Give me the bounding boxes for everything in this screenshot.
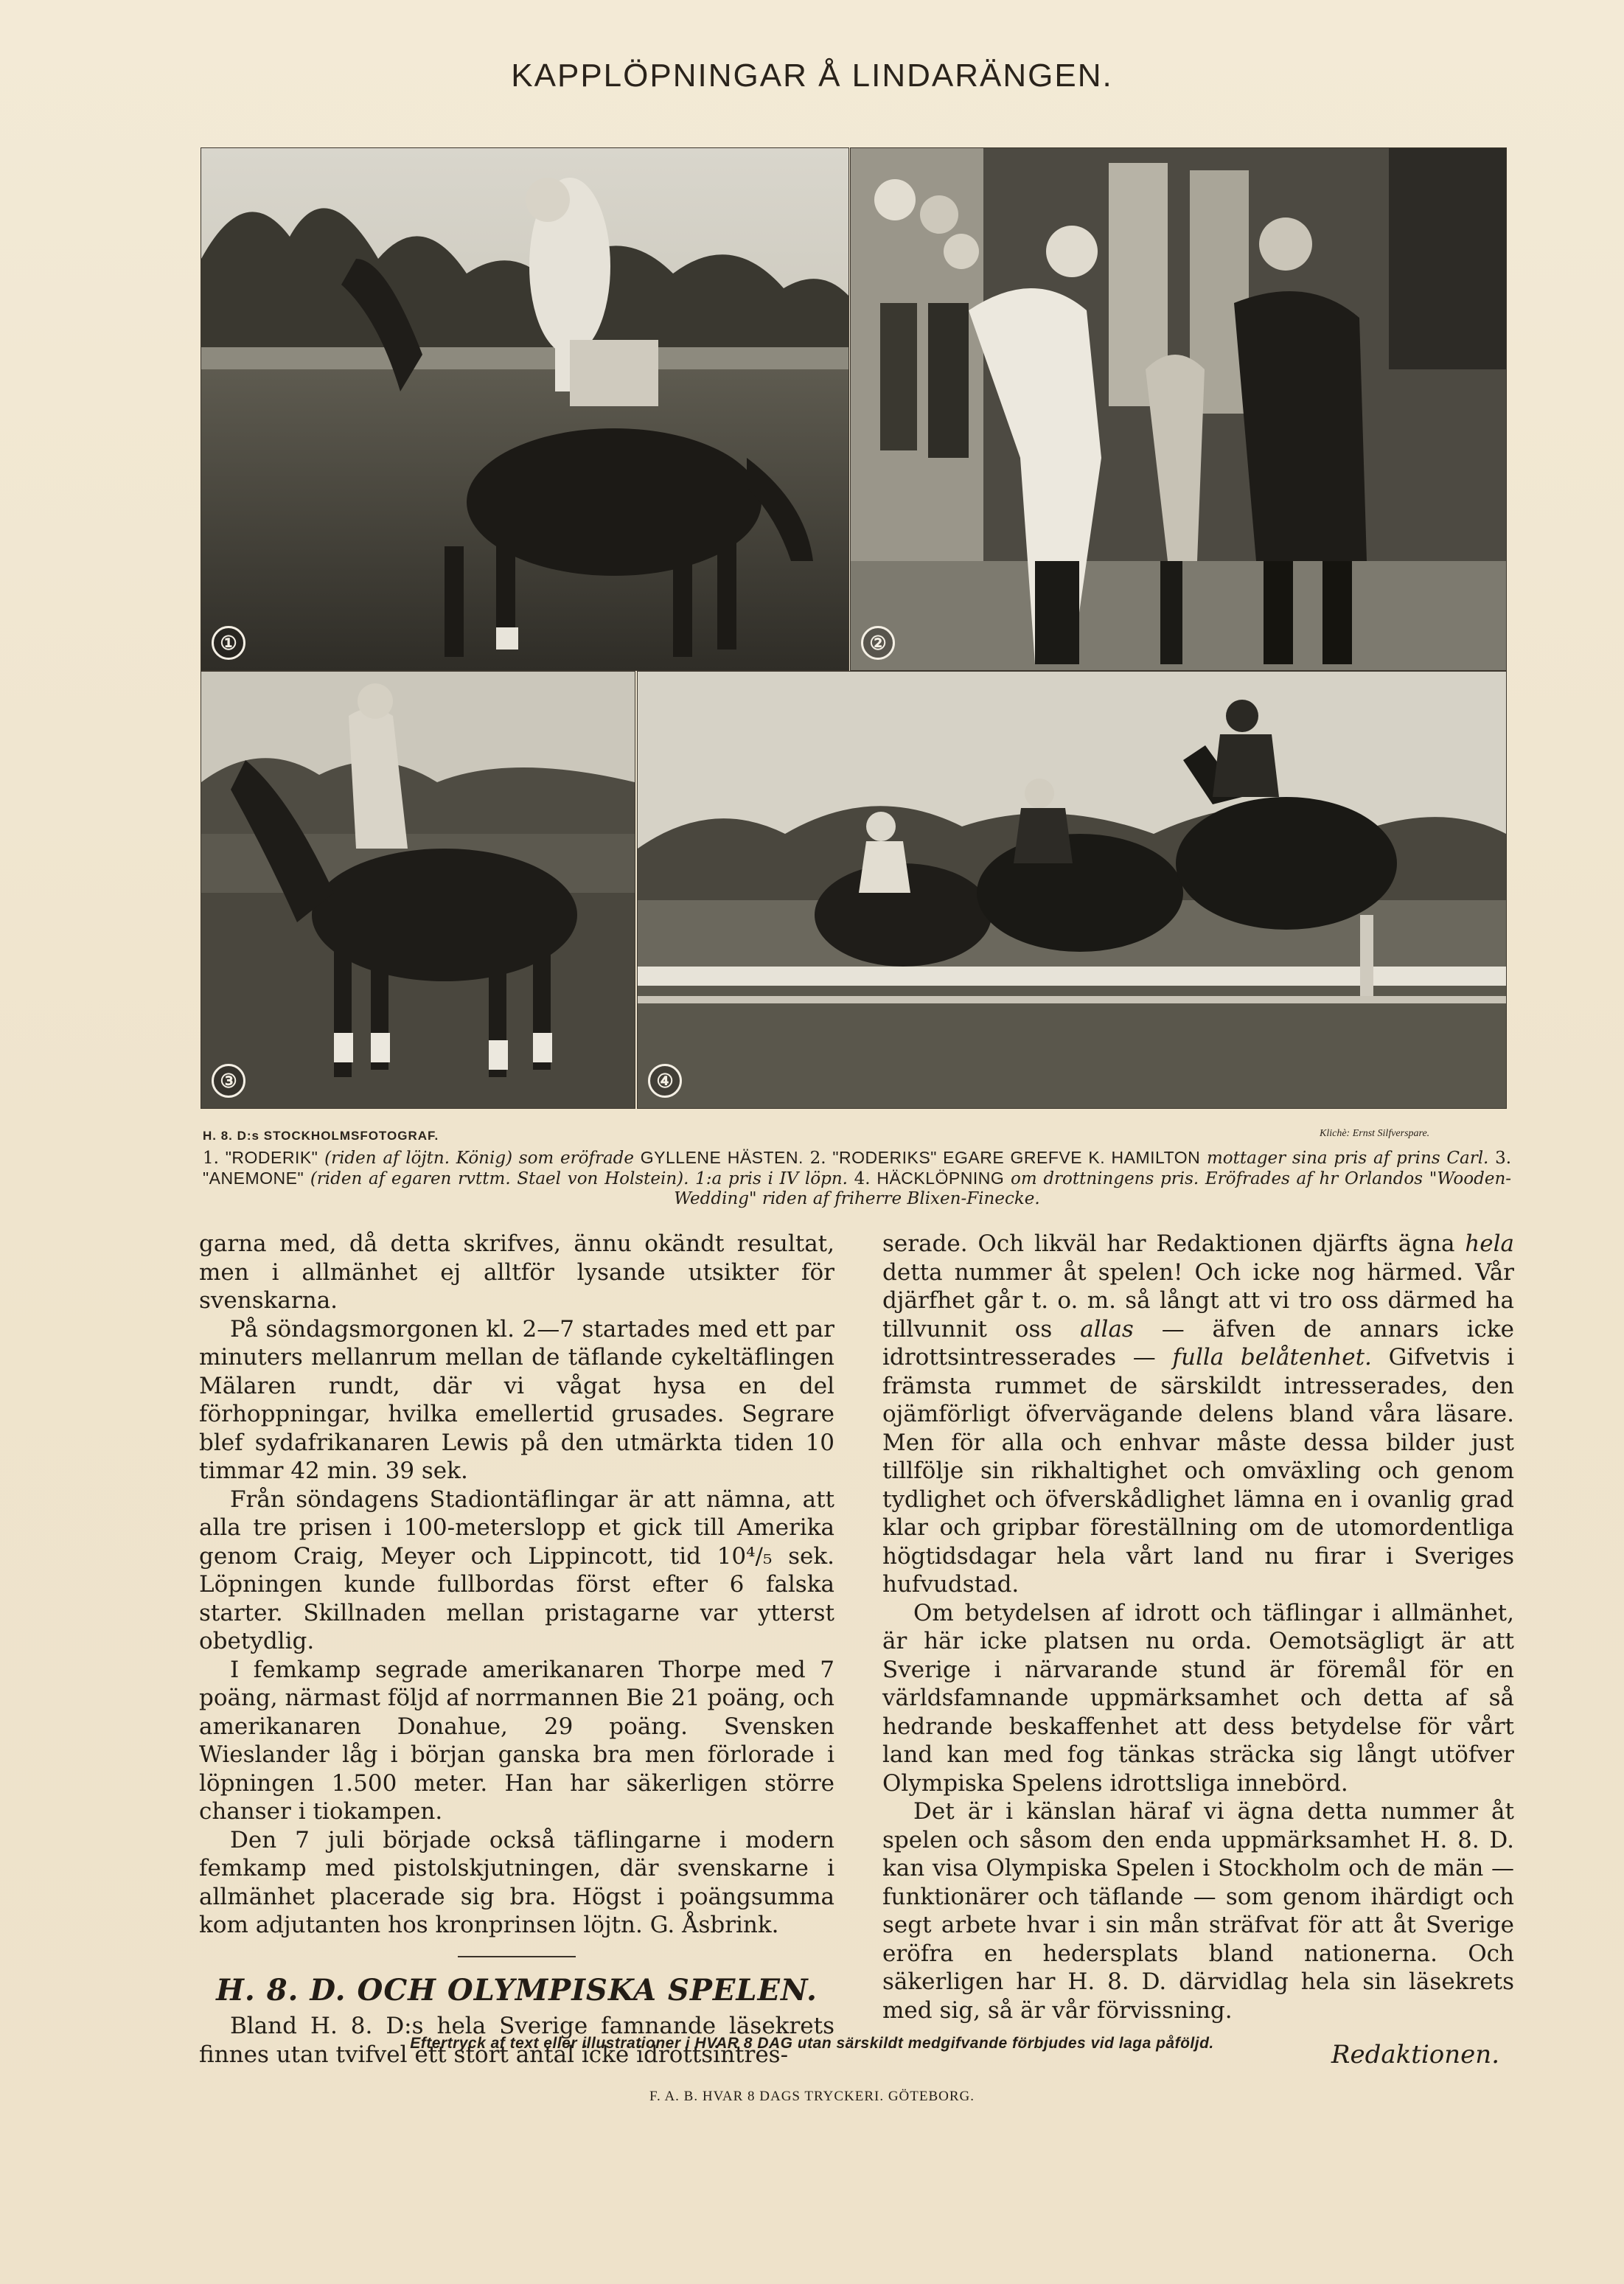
text-run: Gifvetvis i främsta rummet de särskildt intresserades, den ojämförligt öfvervägande delens bland våra läsare. Men för alla och enhvar måste dessa bilder just tillfölje sin rikhaltighet och omväxling och genom tydlighet och öfverskådlighet lämna en i ovanlig grad klar och gripbar föreställning om de utomordentliga högtidsdagar hela vårt land nu firar i Sveriges hufvudstad.	[882, 1344, 1515, 1598]
paragraph: Den 7 juli började också täflingarne i modern femkamp med pistolskjutningen, där svenskarne i allmänhet placerade sig bra. Högst i poängsumma kom adjutanten hos kronprinsen löjtn. G. Åsbrink.	[199, 1826, 834, 1938]
caption-1-text: (riden af löjtn. König) som eröfrade	[324, 1149, 635, 1168]
printer-line: F. A. B. HVAR 8 DAGS TRYCKERI. GÖTEBORG.	[649, 2089, 975, 2104]
page-headline: KAPPLÖPNINGAR Å LINDARÄNGEN.	[511, 58, 1113, 94]
photo-caption	[203, 1148, 1511, 1209]
anemone-horse-image	[201, 672, 635, 1108]
photo-number-badge: ①	[212, 626, 245, 660]
engraver-credit: Klichè: Ernst Silfverspare.	[1320, 1128, 1430, 1139]
section-divider	[458, 1956, 576, 1957]
caption-4-name: HÄCKLÖPNING	[877, 1169, 1005, 1188]
caption-4-text: om drottningens pris. Eröfrades af hr Orlandos "Wooden-Wedding" riden af friherre Blixen-Finecke.	[674, 1169, 1512, 1208]
paragraph: Från söndagens Stadiontäflingar är att nämna, att alla tre prisen i 100-meterslopp et gick till Amerika genom Craig, Meyer och Lippincott, tid 10⁴/₅ sek. Löpningen kunde fullbordas först efter 6 falska starter. Skillnaden mellan pristagarne var ytterst obetydlig.	[199, 1486, 834, 1654]
caption-3-name: "ANEMONE"	[203, 1169, 304, 1188]
paragraph: garna med, då detta skrifves, ännu okändt resultat, men i allmänhet ej alltför lysande utsikter för svenskarna.	[199, 1230, 834, 1314]
text-run: detta nummer åt spelen! Och icke nog härmed. Vår djärfhet går t. o. m. så långt att vi tro oss därmed ha tillvunnit oss	[882, 1258, 1514, 1343]
caption-1-number: 1.	[203, 1149, 219, 1168]
photo-anemone-rider	[201, 671, 635, 1109]
caption-2-name: "RODERIKS" EGARE GREFVE K. HAMILTON	[832, 1148, 1201, 1167]
paragraph: Om betydelsen af idrott och täflingar i allmänhet, är här icke platsen nu orda. Oemotsägligt är att Sverige i närvarande stund är föremål för en världsfamnande uppmärksamhet och detta af så hedrande beskaffenhet att dess betydelse för vårt land kan med fog tänkas sträcka sig långt utöfver Olympiska Spelens idrottsliga innebörd.	[882, 1599, 1514, 1797]
hurdle-race-image	[638, 672, 1506, 1108]
caption-2-number: 2.	[809, 1149, 826, 1168]
paragraph	[882, 1230, 1514, 1599]
signature: Redaktionen.	[1331, 2040, 1499, 2069]
photo-prize-giving	[850, 147, 1507, 671]
copyright-notice: Eftertryck af text eller illustrationer i HVAR 8 DAG utan särskildt medgifvande förbjudes vid laga påföljd.	[410, 2035, 1214, 2052]
left-column	[199, 1230, 834, 2069]
section-title: H. 8. D. OCH OLYMPISKA SPELEN.	[216, 1972, 818, 2008]
photographer-credit: H. 8. D:s STOCKHOLMSFOTOGRAF.	[203, 1129, 439, 1143]
photo-number-badge: ④	[648, 1064, 682, 1098]
photo-hurdle-race	[637, 671, 1507, 1109]
emphasis: hela	[1465, 1230, 1514, 1257]
caption-3-number: 3.	[1495, 1149, 1512, 1168]
paragraph: På söndagsmorgonen kl. 2—7 startades med ett par minuters mellanrum mellan de täflande cykeltäflingen Mälaren rundt, där vi vågat hysa en del förhoppningar, hvilka emellertid grusades. Segrare blef sydafrikanaren Lewis på den utmärkta tiden 10 timmar 42 min. 39 sek.	[199, 1315, 834, 1484]
caption-1-name: "RODERIK"	[225, 1148, 318, 1167]
paragraph: I femkamp segrade amerikanaren Thorpe med 7 poäng, närmast följd af norrmannen Bie 21 poäng, och amerikanaren Donahue, 29 poäng. Svensken Wieslander låg i början ganska bra men förlorade i löpningen 1.500 meter. Han har säkerligen större chanser i tiokampen.	[199, 1656, 834, 1825]
photo-roderik-rider	[201, 147, 849, 671]
caption-3-text: (riden af egaren rvttm. Stael von Holstein). 1:a pris i IV löpn.	[310, 1169, 848, 1188]
caption-4-number: 4.	[854, 1169, 871, 1188]
paragraph: Bland H. 8. D:s hela Sverige famnande läsekrets finnes utan tvifvel ett stort antal icke idrottsintres-	[199, 2013, 834, 2068]
emphasis: fulla belåtenhet.	[1172, 1344, 1372, 1371]
paragraph: Det är i känslan häraf vi ägna detta nummer åt spelen och såsom den enda uppmärksamhet H. 8. D. kan visa Olympiska Spelen i Stockholm och de män — funktionärer och täflande — som genom ihärdigt och segt arbete hvar i sin mån sträfvat för att åt Sverige eröfra en hedersplats bland nationerna. Och säkerligen har H. 8. D. därvidlag hela sin läsekrets med sig, så är vår förvissning.	[882, 1798, 1514, 2024]
text-run: serade. Och likväl har Redaktionen djärfts ägna	[882, 1230, 1455, 1257]
photo-number-badge: ②	[861, 626, 895, 660]
emphasis: allas	[1080, 1315, 1134, 1343]
prize-ceremony-image	[851, 148, 1506, 670]
photo-number-badge: ③	[212, 1064, 245, 1098]
horse-rider-image	[201, 148, 848, 670]
caption-2-text: mottager sina pris af prins Carl.	[1206, 1149, 1489, 1168]
right-column	[882, 1230, 1514, 2069]
text-run: — äfven de annars icke idrottsintresserades —	[882, 1315, 1515, 1371]
caption-1-prize: GYLLENE HÄSTEN.	[640, 1148, 804, 1167]
